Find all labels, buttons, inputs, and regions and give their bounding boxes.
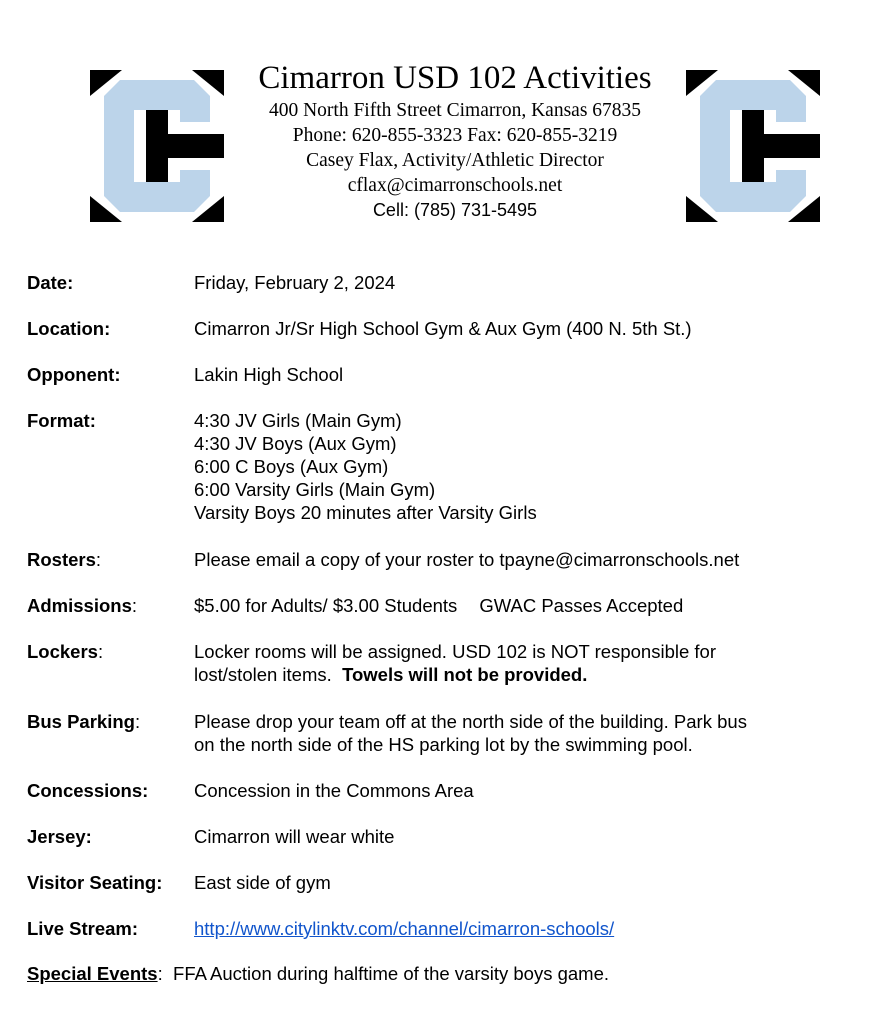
concessions-label: Concessions: xyxy=(27,780,149,801)
lockers-towels-note: Towels will not be provided. xyxy=(342,664,588,685)
admissions-value xyxy=(194,594,683,617)
format-line: 6:00 Varsity Girls (Main Gym) xyxy=(194,479,436,500)
date-value: Friday, February 2, 2024 xyxy=(194,272,396,293)
rosters-label: Rosters: xyxy=(27,549,102,570)
special-events-value: FFA Auction during halftime of the varsity boys game. xyxy=(173,963,610,984)
opponent-label: Opponent: xyxy=(27,364,121,385)
live-stream-link[interactable]: http://www.citylinktv.com/channel/cimarron-schools/ xyxy=(194,918,615,939)
rosters-value: Please email a copy of your roster to tpayne@cimarronschools.net xyxy=(194,549,740,570)
lockers-label: Lockers: xyxy=(27,641,104,662)
admissions-price: $5.00 for Adults/ $3.00 Students xyxy=(194,595,458,616)
lockers-value xyxy=(194,640,716,686)
lockers-line: lost/stolen items. Towels will not be provided. xyxy=(194,664,588,685)
concessions-value: Concession in the Commons Area xyxy=(194,780,474,801)
special-events-label: Special Events xyxy=(27,963,158,984)
opponent-value: Lakin High School xyxy=(194,364,344,385)
lockers-line: Locker rooms will be assigned. USD 102 is NOT responsible for xyxy=(194,641,716,662)
location-label: Location: xyxy=(27,318,111,339)
admissions-passes: GWAC Passes Accepted xyxy=(479,595,684,616)
letterhead-director: Casey Flax, Activity/Athletic Director xyxy=(306,150,604,171)
visitor-seating-value: East side of gym xyxy=(194,872,331,893)
row-special-events: Special Events: FFA Auction during halftime of the varsity boys game. xyxy=(27,963,610,984)
format-schedule xyxy=(194,409,537,524)
format-line: 4:30 JV Boys (Aux Gym) xyxy=(194,433,397,454)
letterhead-email: cflax@cimarronschools.net xyxy=(347,175,563,196)
visitor-seating-label: Visitor Seating: xyxy=(27,872,163,893)
bus-parking-label: Bus Parking: xyxy=(27,711,141,732)
letterhead-title: Cimarron USD 102 Activities xyxy=(258,60,652,96)
letterhead xyxy=(230,58,680,222)
format-line: Varsity Boys 20 minutes after Varsity Girls xyxy=(194,502,537,523)
live-stream-label: Live Stream: xyxy=(27,918,139,939)
letterhead-address: 400 North Fifth Street Cimarron, Kansas 67835 xyxy=(268,100,642,121)
bus-parking-line: Please drop your team off at the north side of the building. Park bus xyxy=(194,711,747,732)
jersey-value: Cimarron will wear white xyxy=(194,826,395,847)
format-line: 6:00 C Boys (Aux Gym) xyxy=(194,456,389,477)
date-label: Date: xyxy=(27,272,74,293)
bus-parking-value xyxy=(194,710,747,756)
letterhead-phone-fax: Phone: 620-855-3323 Fax: 620-855-3219 xyxy=(292,125,618,146)
jersey-label: Jersey: xyxy=(27,826,92,847)
format-label: Format: xyxy=(27,410,96,431)
letterhead-cell: Cell: (785) 731-5495 xyxy=(372,200,538,220)
cimarron-c-logo-left xyxy=(90,70,224,222)
bus-parking-line: on the north side of the HS parking lot by the swimming pool. xyxy=(194,734,693,755)
cimarron-c-logo-right xyxy=(686,70,820,222)
location-value: Cimarron Jr/Sr High School Gym & Aux Gym (400 N. 5th St.) xyxy=(194,318,692,339)
admissions-label: Admissions: xyxy=(27,595,137,616)
format-line: 4:30 JV Girls (Main Gym) xyxy=(194,410,402,431)
